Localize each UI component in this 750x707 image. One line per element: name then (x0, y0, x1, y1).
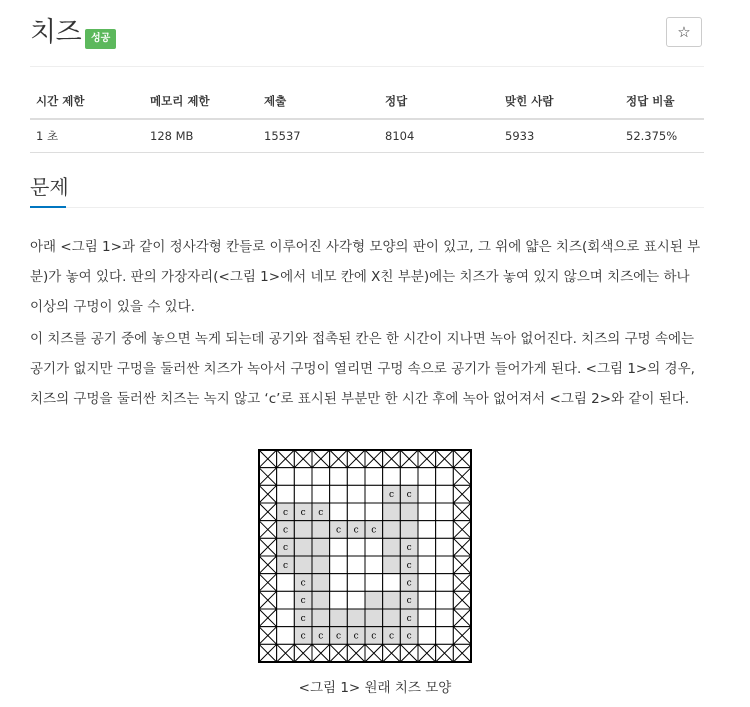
empty-cell (277, 609, 295, 627)
empty-cell (418, 485, 436, 503)
favorite-button[interactable] (666, 17, 702, 47)
empty-cell (347, 556, 365, 574)
empty-cell (418, 503, 436, 521)
empty-cell (330, 503, 348, 521)
melting-cell-mark: c (406, 578, 412, 589)
melting-cell-mark: c (318, 631, 324, 642)
info-accepted: 8104 (379, 119, 499, 153)
problem-info-table (30, 84, 704, 153)
cheese-cell (383, 609, 401, 627)
cheese-cell (383, 556, 401, 574)
empty-cell (365, 468, 383, 486)
empty-cell (294, 468, 312, 486)
info-header-memory-limit: 메모리 제한 (144, 84, 258, 119)
empty-cell (347, 591, 365, 609)
melting-cell-mark: c (282, 560, 289, 571)
empty-cell (436, 591, 454, 609)
empty-cell (365, 574, 383, 592)
empty-cell (418, 521, 436, 539)
info-solvers: 5933 (499, 119, 620, 153)
empty-cell (365, 485, 383, 503)
info-ratio: 52.375% (620, 119, 704, 153)
info-header-time-limit: 시간 제한 (30, 84, 144, 119)
empty-cell (330, 591, 348, 609)
melting-cell-mark: c (406, 596, 412, 607)
problem-title: 치즈 (30, 17, 82, 48)
info-header-accepted: 정답 (379, 84, 499, 119)
cheese-cell (294, 521, 312, 539)
info-header-row (30, 84, 704, 119)
cheese-cell (312, 591, 330, 609)
empty-cell (418, 574, 436, 592)
cheese-cell (312, 574, 330, 592)
figure-caption: <그림 1> 원래 치즈 모양 (298, 680, 452, 696)
cheese-cell (294, 556, 312, 574)
melting-cell-mark: c (406, 631, 412, 642)
empty-cell (347, 468, 365, 486)
empty-cell (277, 627, 295, 645)
cheese-cell (312, 538, 330, 556)
section-heading: 문제 (30, 175, 69, 199)
melting-cell-mark: c (406, 490, 412, 501)
info-memory-limit: 128 MB (144, 119, 258, 153)
empty-cell (436, 521, 454, 539)
melting-cell-mark: c (406, 560, 412, 571)
description-paragraph-1: 아래 <그림 1>과 같이 정사각형 칸들로 이루어진 사각형 모양의 판이 있고, 그 위에 얇은 치즈(회색으로 표시된 부분)가 놓여 있다. 판의 가장자리(<그림 1>에서 네모 칸에 X친 부분)에는 치즈가 놓여 있지 않으며 치즈에는 하나 이상의 구멍이 있을 수 있다. (30, 239, 701, 315)
empty-cell (418, 556, 436, 574)
melting-cell-mark: c (300, 596, 306, 607)
info-header-ratio: 정답 비율 (620, 84, 704, 119)
empty-cell (400, 468, 418, 486)
empty-cell (347, 485, 365, 503)
empty-cell (418, 468, 436, 486)
empty-cell (330, 556, 348, 574)
melting-cell-mark: c (335, 525, 342, 536)
empty-cell (347, 503, 365, 521)
cheese-cell (383, 591, 401, 609)
empty-cell (330, 468, 348, 486)
melting-cell-mark: c (282, 507, 289, 518)
cheese-cell (383, 538, 401, 556)
melting-cell-mark: c (406, 543, 412, 554)
empty-cell (436, 556, 454, 574)
cheese-cell (383, 521, 401, 539)
empty-cell (365, 503, 383, 521)
melting-cell-mark: c (318, 507, 324, 518)
cheese-cell (312, 609, 330, 627)
cheese-cell (312, 521, 330, 539)
empty-cell (418, 627, 436, 645)
melting-cell-mark: c (300, 578, 306, 589)
melting-cell-mark: c (371, 631, 377, 642)
empty-cell (383, 468, 401, 486)
melting-cell-mark: c (353, 631, 359, 642)
empty-cell (330, 538, 348, 556)
melting-cell-mark: c (388, 631, 395, 642)
melting-cell-mark: c (300, 613, 306, 624)
cheese-cell (347, 609, 365, 627)
melting-cell-mark: c (371, 525, 377, 536)
cheese-cell (330, 609, 348, 627)
empty-cell (277, 468, 295, 486)
problem-header (30, 14, 704, 54)
empty-cell (330, 485, 348, 503)
status-badge: 성공 (85, 29, 116, 49)
empty-cell (347, 538, 365, 556)
cheese-grid-figure (258, 449, 472, 663)
melting-cell-mark: c (335, 631, 342, 642)
melting-cell-mark: c (282, 543, 289, 554)
info-time-limit: 1 초 (30, 119, 144, 153)
star-icon: ☆ (677, 23, 691, 41)
empty-cell (294, 485, 312, 503)
info-header-submissions: 제출 (258, 84, 379, 119)
header-divider (30, 66, 704, 67)
info-value-row (30, 119, 704, 153)
info-header-solvers: 맞힌 사람 (499, 84, 620, 119)
info-submissions: 15537 (258, 119, 379, 153)
empty-cell (418, 609, 436, 627)
cheese-cell (400, 521, 418, 539)
empty-cell (277, 591, 295, 609)
cheese-cell (365, 609, 383, 627)
cheese-cell (383, 503, 401, 521)
empty-cell (436, 485, 454, 503)
empty-cell (418, 591, 436, 609)
melting-cell-mark: c (300, 631, 306, 642)
empty-cell (330, 574, 348, 592)
melting-cell-mark: c (300, 507, 306, 518)
empty-cell (436, 609, 454, 627)
empty-cell (312, 485, 330, 503)
melting-cell-mark: c (353, 525, 359, 536)
empty-cell (312, 468, 330, 486)
empty-cell (365, 556, 383, 574)
empty-cell (277, 574, 295, 592)
cheese-cell (294, 538, 312, 556)
melting-cell-mark: c (406, 613, 412, 624)
empty-cell (383, 574, 401, 592)
melting-cell-mark: c (388, 490, 395, 501)
empty-cell (418, 538, 436, 556)
melting-cell-mark: c (282, 525, 289, 536)
empty-cell (365, 538, 383, 556)
empty-cell (347, 574, 365, 592)
empty-cell (436, 503, 454, 521)
description-paragraph-2: 이 치즈를 공기 중에 놓으면 녹게 되는데 공기와 접촉된 칸은 한 시간이 지나면 녹아 없어진다. 치즈의 구멍 속에는 공기가 없지만 구멍을 둘러싼 치즈가 녹아서 구멍이 열리면 구멍 속으로 공기가 들어가게 된다. <그림 1>의 경우, 치즈의 구멍을 둘러싼 치즈는 녹지 않고 ‘c’로 표시된 부분만 한 시간 후에 녹아 없어져서 <그림 2>와 같이 된다. (30, 331, 695, 407)
section-divider (30, 207, 704, 208)
section-heading-underline (30, 206, 66, 208)
empty-cell (436, 538, 454, 556)
cheese-cell (400, 503, 418, 521)
empty-cell (436, 574, 454, 592)
cheese-cell (365, 591, 383, 609)
empty-cell (277, 485, 295, 503)
empty-cell (436, 468, 454, 486)
empty-cell (436, 627, 454, 645)
cheese-cell (312, 556, 330, 574)
